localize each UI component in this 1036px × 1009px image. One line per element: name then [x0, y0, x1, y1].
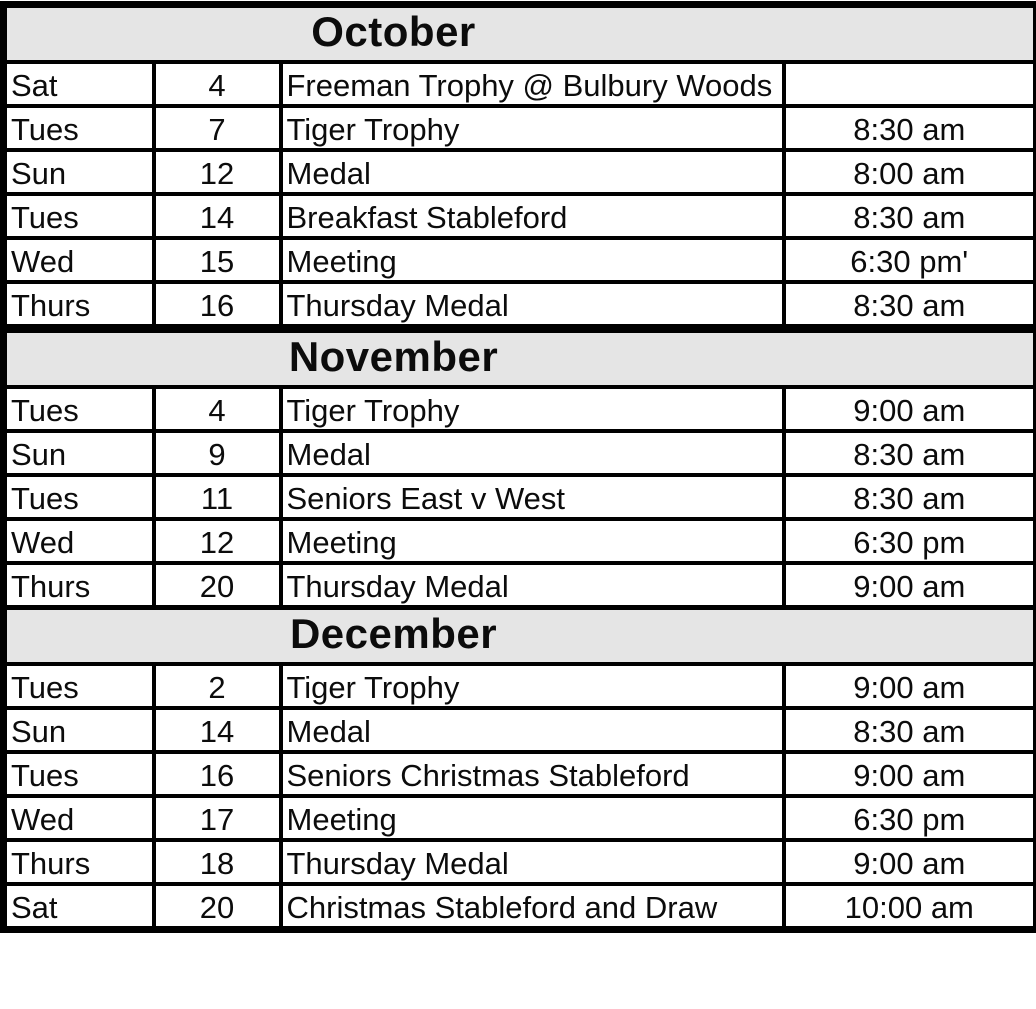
event-row — [4, 282, 1036, 329]
time-cell: 9:00 am — [784, 664, 1036, 708]
time-cell: 8:30 am — [784, 106, 1036, 150]
day-cell: Sun — [4, 431, 154, 475]
day-cell: Sun — [4, 708, 154, 752]
month-title: October — [4, 5, 1036, 63]
time-cell: 8:30 am — [784, 708, 1036, 752]
event-row — [4, 519, 1036, 563]
date-cell: 9 — [154, 431, 281, 475]
month-header-row — [4, 329, 1036, 388]
event-row — [4, 884, 1036, 930]
event-row — [4, 752, 1036, 796]
date-cell: 4 — [154, 62, 281, 106]
event-cell: Seniors East v West — [281, 475, 784, 519]
time-cell: 9:00 am — [784, 752, 1036, 796]
date-cell: 12 — [154, 519, 281, 563]
time-cell: 10:00 am — [784, 884, 1036, 930]
time-cell: 8:30 am — [784, 475, 1036, 519]
date-cell: 4 — [154, 387, 281, 431]
time-cell: 8:30 am — [784, 194, 1036, 238]
day-cell: Tues — [4, 475, 154, 519]
event-cell: Christmas Stableford and Draw — [281, 884, 784, 930]
event-row — [4, 563, 1036, 608]
time-cell — [784, 62, 1036, 106]
event-cell: Medal — [281, 708, 784, 752]
date-cell: 14 — [154, 194, 281, 238]
time-cell: 9:00 am — [784, 387, 1036, 431]
day-cell: Thurs — [4, 563, 154, 608]
event-cell: Meeting — [281, 796, 784, 840]
day-cell: Tues — [4, 664, 154, 708]
month-title: December — [4, 608, 1036, 665]
day-cell: Sun — [4, 150, 154, 194]
event-row — [4, 796, 1036, 840]
date-cell: 11 — [154, 475, 281, 519]
event-row — [4, 194, 1036, 238]
event-row — [4, 708, 1036, 752]
event-row — [4, 475, 1036, 519]
date-cell: 2 — [154, 664, 281, 708]
date-cell: 7 — [154, 106, 281, 150]
event-cell: Seniors Christmas Stableford — [281, 752, 784, 796]
event-row — [4, 431, 1036, 475]
schedule-body — [4, 5, 1036, 930]
date-cell: 16 — [154, 282, 281, 329]
month-header-row — [4, 608, 1036, 665]
day-cell: Wed — [4, 519, 154, 563]
day-cell: Thurs — [4, 282, 154, 329]
date-cell: 15 — [154, 238, 281, 282]
event-cell: Thursday Medal — [281, 282, 784, 329]
time-cell: 8:30 am — [784, 431, 1036, 475]
day-cell: Tues — [4, 387, 154, 431]
date-cell: 17 — [154, 796, 281, 840]
date-cell: 16 — [154, 752, 281, 796]
event-cell: Thursday Medal — [281, 563, 784, 608]
event-row — [4, 62, 1036, 106]
day-cell: Wed — [4, 238, 154, 282]
event-cell: Freeman Trophy @ Bulbury Woods — [281, 62, 784, 106]
day-cell: Tues — [4, 752, 154, 796]
time-cell: 9:00 am — [784, 840, 1036, 884]
event-row — [4, 238, 1036, 282]
events-table — [0, 1, 1036, 933]
event-row — [4, 106, 1036, 150]
time-cell: 9:00 am — [784, 563, 1036, 608]
event-cell: Meeting — [281, 238, 784, 282]
time-cell: 6:30 pm' — [784, 238, 1036, 282]
event-cell: Meeting — [281, 519, 784, 563]
day-cell: Wed — [4, 796, 154, 840]
date-cell: 18 — [154, 840, 281, 884]
time-cell: 8:00 am — [784, 150, 1036, 194]
event-cell: Tiger Trophy — [281, 106, 784, 150]
event-row — [4, 387, 1036, 431]
date-cell: 20 — [154, 884, 281, 930]
event-row — [4, 150, 1036, 194]
day-cell: Thurs — [4, 840, 154, 884]
event-row — [4, 664, 1036, 708]
day-cell: Sat — [4, 884, 154, 930]
month-header-row — [4, 5, 1036, 63]
event-cell: Medal — [281, 431, 784, 475]
time-cell: 6:30 pm — [784, 796, 1036, 840]
month-title: November — [4, 329, 1036, 388]
day-cell: Tues — [4, 194, 154, 238]
date-cell: 14 — [154, 708, 281, 752]
time-cell: 6:30 pm — [784, 519, 1036, 563]
event-cell: Tiger Trophy — [281, 387, 784, 431]
date-cell: 12 — [154, 150, 281, 194]
event-cell: Breakfast Stableford — [281, 194, 784, 238]
time-cell: 8:30 am — [784, 282, 1036, 329]
event-cell: Thursday Medal — [281, 840, 784, 884]
event-row — [4, 840, 1036, 884]
event-cell: Medal — [281, 150, 784, 194]
date-cell: 20 — [154, 563, 281, 608]
event-cell: Tiger Trophy — [281, 664, 784, 708]
day-cell: Sat — [4, 62, 154, 106]
day-cell: Tues — [4, 106, 154, 150]
